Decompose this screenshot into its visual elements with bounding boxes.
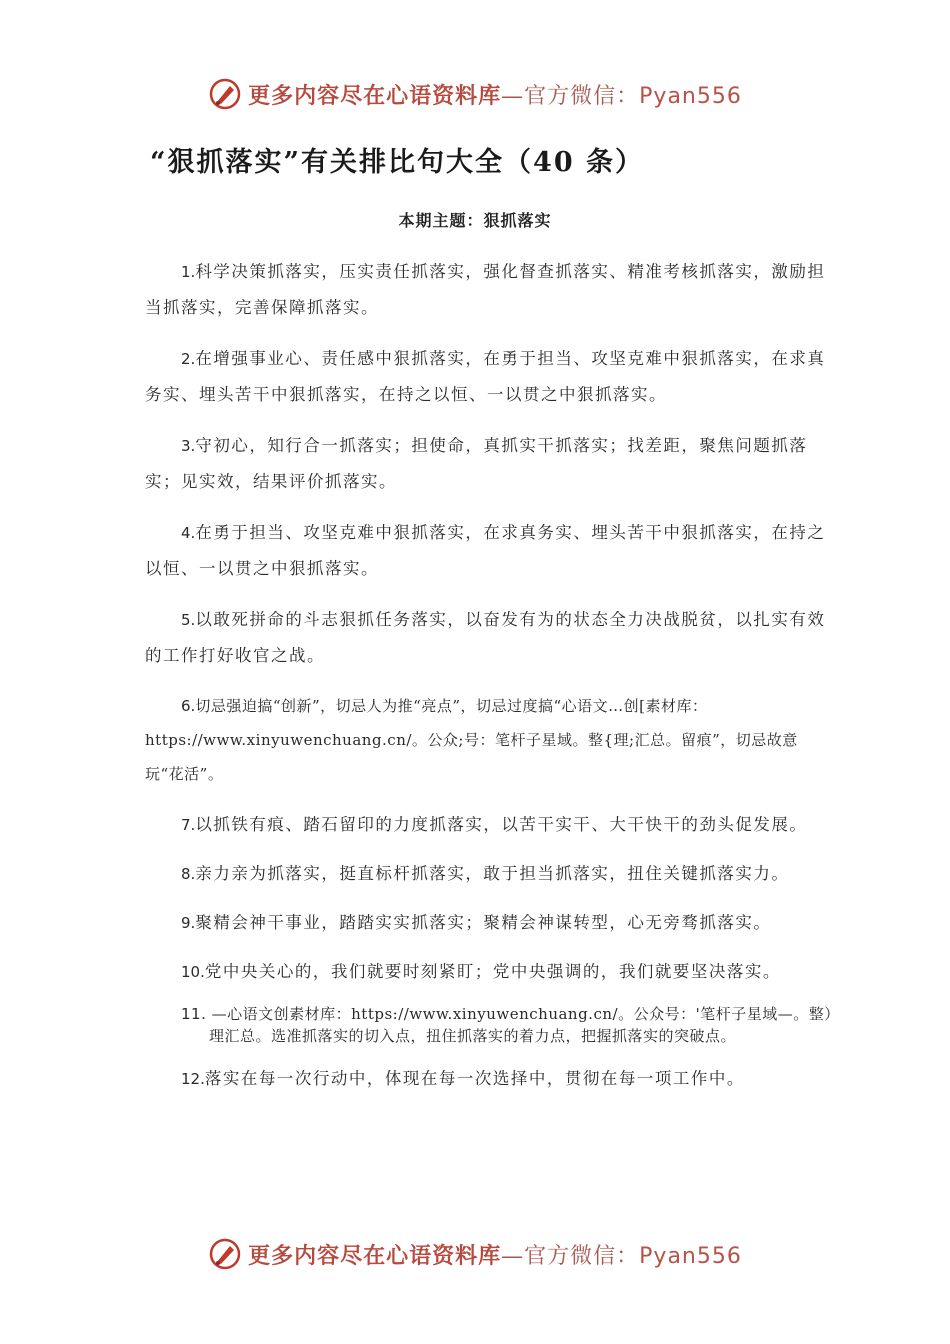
item-text: 以抓铁有痕、踏石留印的力度抓落实，以苦干实干、大干快干的劲头促发展。 [195, 815, 808, 834]
list-item [145, 905, 835, 941]
item-number: 3. [181, 437, 196, 455]
item-text: 党中央关心的，我们就要时刻紧盯；党中央强调的，我们就要坚决落实。 [204, 962, 781, 981]
header-banner [0, 74, 950, 114]
item-text: 以敢死拼命的斗志狠抓任务落实，以奋发有为的状态全力决战脱贫，以扎实有效的工作打好收官之战。 [145, 610, 826, 665]
list-item [145, 689, 835, 791]
item-number: 12. [181, 1070, 205, 1088]
list-item [145, 341, 835, 412]
banner-dash: — [501, 83, 525, 109]
item-number: 8. [181, 865, 196, 883]
item-number: 10. [181, 963, 205, 981]
item-number: 2. [181, 350, 196, 368]
item-text: 落实在每一次行动中，体现在每一次选择中，贯彻在每一项工作中。 [204, 1069, 745, 1088]
list-item [145, 954, 835, 990]
pen-logo-icon [208, 1237, 242, 1271]
banner-id: Pyan556 [639, 1243, 742, 1269]
item-text: 聚精会神干事业，踏踏实实抓落实；聚精会神谋转型，心无旁骛抓落实。 [195, 913, 772, 932]
content-body [145, 254, 835, 1110]
banner-wechat: 官方微信： [524, 1243, 640, 1269]
banner-wechat: 官方微信： [524, 83, 640, 109]
item-number: 5. [181, 611, 196, 629]
item-text: —心语文创素材库：https://www.xinyuwenchuang.cn/。公众号：'笔杆子星域—。整）理汇总。选准抓落实的切入点，扭住抓落实的着力点，把握抓落实的突破点。 [209, 1005, 833, 1045]
item-number: 6. [181, 697, 196, 715]
list-item [145, 254, 835, 325]
list-item [145, 602, 835, 673]
banner-main: 更多内容尽在心语资料库 [248, 1242, 502, 1269]
banner-text [248, 79, 742, 110]
list-item [145, 515, 835, 586]
page-subtitle: 本期主题：狠抓落实 [398, 211, 552, 230]
item-number: 4. [181, 524, 196, 542]
banner-main: 更多内容尽在心语资料库 [248, 82, 502, 109]
pen-logo-icon [208, 77, 242, 111]
item-text: 科学决策抓落实，压实责任抓落实，强化督查抓落实、精准考核抓落实，激励担当抓落实，完善保障抓落实。 [145, 262, 826, 317]
list-item [145, 1061, 835, 1097]
list-item [181, 1003, 835, 1047]
item-text: 在增强事业心、责任感中狠抓落实，在勇于担当、攻坚克难中狠抓落实，在求真务实、埋头苦干中狠抓落实，在持之以恒、一以贯之中狠抓落实。 [145, 349, 826, 404]
footer-banner [0, 1234, 950, 1274]
banner-id: Pyan556 [639, 83, 742, 109]
item-text: 切忌强迫搞“创新”，切忌人为推“亮点”，切忌过度搞“心语文…创[素材库：https://www.xinyuwenchuang.cn/。公众;号：笔杆子星域。整{理;汇总。留痕”，切忌故意玩“花活”。 [145, 697, 798, 783]
item-number: 11. [181, 1005, 207, 1023]
banner-text [248, 1239, 742, 1270]
list-item [145, 807, 835, 843]
item-text: 在勇于担当、攻坚克难中狠抓落实，在求真务实、埋头苦干中狠抓落实，在持之以恒、一以贯之中狠抓落实。 [145, 523, 826, 578]
item-number: 1. [181, 263, 196, 281]
list-item [145, 856, 835, 892]
page-title: “狠抓落实”有关排比句大全（40 条） [150, 147, 645, 178]
item-number: 7. [181, 816, 196, 834]
list-item [145, 428, 835, 499]
item-number: 9. [181, 914, 196, 932]
banner-dash: — [501, 1243, 525, 1269]
item-text: 守初心，知行合一抓落实；担使命，真抓实干抓落实；找差距，聚焦问题抓落实；见实效，结果评价抓落实。 [145, 436, 808, 491]
item-text: 亲力亲为抓落实，挺直标杆抓落实，敢于担当抓落实，扭住关键抓落实力。 [195, 864, 790, 883]
